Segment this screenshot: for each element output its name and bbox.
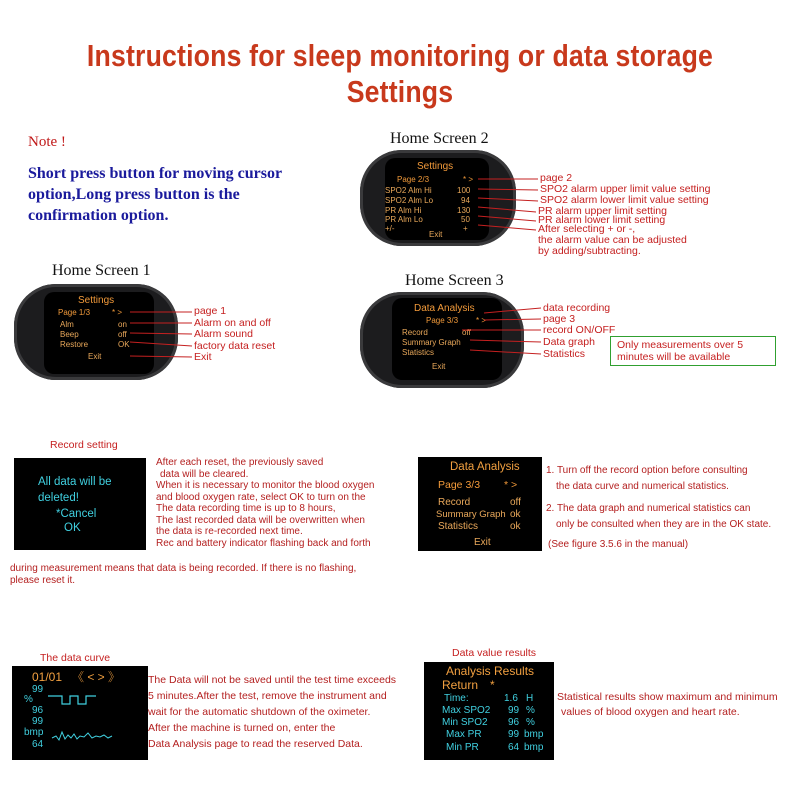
results-row-unit: % [526,717,535,728]
screen-exit: Exit [474,537,491,548]
curve-nav-icons[interactable]: 《 < > 》 [72,670,121,684]
screen-row-label: Summary Graph [402,338,461,347]
callout: Alarm on and off [194,317,271,329]
screen-row-value: 130 [457,206,471,215]
screen-row-label: Record [438,497,471,508]
home-screen-2-heading: Home Screen 2 [390,130,489,147]
page-title: Instructions for sleep monitoring or data storage Settings [86,38,714,109]
availability-note-line: Only measurements over 5 [617,339,744,351]
results-desc-line: Statistical results show maximum and minimum [557,691,778,703]
record-screen [14,458,146,550]
screen-title: Settings [78,295,115,306]
record-setting-heading: Record setting [50,439,118,451]
screen-title: Data Analysis [414,303,475,314]
screen-row-label: SPO2 Alm Hi [385,186,432,195]
analysis-screen [418,457,542,551]
screen-row-value: off [462,328,471,337]
analysis-desc-line: 1. Turn off the record option before consulting [546,465,748,476]
home-screen-1-heading: Home Screen 1 [52,262,151,279]
results-row-value: 96 [508,717,520,728]
callout: Statistics [543,348,586,360]
record-screen-line: *Cancel [56,508,97,520]
results-row-label: Min PR [446,742,479,753]
availability-note-line: minutes will be available [617,351,731,363]
analysis-desc-line: (See figure 3.5.6 in the manual) [548,539,689,550]
results-row-value: 99 [508,729,520,740]
callout: After selecting + or -, [538,223,636,235]
callout: page 2 [540,172,573,184]
screen-row-label: Statistics [438,521,479,532]
callout: page 3 [543,313,576,325]
curve-desc-line: The Data will not be saved until the test time exceeds [148,674,397,686]
screen-row-label: PR Alm Hi [385,206,422,215]
record-desc-line: When it is necessary to monitor the blood oxygen [156,480,375,491]
results-row-unit: bmp [524,742,544,753]
curve-desc-line: Data Analysis page to read the reserved Data. [148,738,363,750]
curve-desc-line: After the machine is turned on, enter the [148,722,336,734]
results-row-label: Max SPO2 [442,705,491,716]
curve-graph [12,666,148,760]
screen-page: Page 3/3 [438,479,481,491]
data-curve-description [148,672,428,752]
callout: the alarm value can be adjusted [538,234,687,246]
data-value-results-heading: Data value results [452,647,537,659]
screen-page: Page 2/3 [397,175,430,184]
curve-unit: bmp [24,727,44,738]
record-screen-line: All data will be [38,476,112,488]
record-desc-line: during measurement means that data is being recorded. If there is no flashing, [10,563,357,574]
results-row-label: Max PR [446,729,482,740]
note-line: Short press button for moving cursor [28,165,283,182]
results-row-label: Time: [444,693,469,704]
screen-arrows: * > [476,316,487,325]
curve-desc-line: 5 minutes.After the test, remove the instrument and [148,690,387,702]
results-title: Analysis Results [446,664,535,678]
screen-exit: Exit [88,352,102,361]
results-row-unit: bmp [524,729,544,740]
results-row-label: Min SPO2 [442,717,488,728]
results-cursor: * [490,678,495,692]
screen-row-label: PR Alm Lo [385,215,423,224]
results-screen [424,662,554,760]
screen-page: Page 3/3 [426,316,459,325]
curve-page: 01/01 [32,670,63,684]
results-desc-line: values of blood oxygen and heart rate. [561,706,740,718]
screen-row-label: Restore [60,340,89,349]
results-row-unit: % [526,705,535,716]
record-description-wide [10,563,430,586]
analysis-description [546,463,796,553]
screen-row-label: Statistics [402,348,435,357]
screen-row-value: 50 [461,215,470,224]
screen-row-value: ok [510,509,521,520]
screen-row-value: on [118,320,127,329]
results-row-value: 64 [508,742,520,753]
curve-unit: % [24,694,33,705]
record-desc-line: data will be cleared. [160,468,249,480]
home-screen-3-heading: Home Screen 3 [405,272,504,289]
results-return[interactable]: Return [442,678,479,692]
screen-arrows: * > [463,175,474,184]
screen-row-value: 94 [461,196,470,205]
screen-exit: Exit [429,230,443,239]
callout: factory data reset [194,340,276,352]
screen-page: Page 1/3 [58,308,91,317]
record-description [156,457,412,549]
screen-exit: Exit [432,362,446,371]
record-desc-line: the data is re-recorded next time. [156,526,303,537]
curve-desc-line: wait for the automatic shutdown of the oximeter. [148,706,371,718]
callout: by adding/subtracting. [538,245,641,257]
record-desc-line: The last recorded data will be overwritten when [156,514,365,526]
analysis-desc-line: 2. The data graph and numerical statistics can [546,503,751,514]
record-screen-line: deleted! [38,492,79,504]
screen-row-label: Record [402,328,428,337]
screen-row-value: 100 [457,186,471,195]
screen-row-label: Alm [60,320,74,329]
screen-plus: + [463,224,468,233]
record-desc-line: After each reset, the previously saved [156,457,324,468]
record-desc-line: and blood oxygen rate, select OK to turn on the [156,491,366,503]
callout: Alarm sound [194,328,253,340]
callout: PR alarm lower limit setting [538,214,666,226]
curve-value: 64 [32,739,44,750]
results-row-unit: H [526,693,534,704]
record-desc-line: The data recording time is up to 8 hours, [156,503,336,514]
record-desc-line: please reset it. [10,574,76,586]
analysis-desc-line: only be consulted when they are in the OK state. [556,519,772,530]
screen-row-value: off [510,497,521,508]
screen-row-label: Summary Graph [436,509,506,520]
data-curve-heading: The data curve [40,652,111,664]
screen-title: Data Analysis [450,461,520,473]
note-line: confirmation option. [28,207,169,224]
curve-value: 96 [32,705,44,716]
screen-plusminus: +/- [385,224,395,233]
results-description [557,690,797,720]
note-label: Note ! [28,134,66,150]
results-row-value: 1.6 [504,693,518,704]
callout: SPO2 alarm lower limit value setting [540,194,709,206]
callout: page 1 [194,305,227,317]
screen-row-label: SPO2 Alm Lo [385,196,434,205]
screen-arrows: * > [112,308,123,317]
callout: SPO2 alarm upper limit value setting [540,183,711,195]
callout: Data graph [543,336,595,348]
screen-row-value: OK [118,340,130,349]
callout: data recording [543,302,611,314]
record-desc-line: Rec and battery indicator flashing back and forth [156,537,371,549]
analysis-desc-line: the data curve and numerical statistics. [556,481,729,492]
screen-arrows: * > [504,479,518,491]
curve-value: 99 [32,684,44,695]
curve-value: 99 [32,716,44,727]
screen-row-value: ok [510,521,521,532]
callout: Exit [194,351,212,363]
screen-title: Settings [417,161,454,172]
record-screen-line: OK [64,522,81,534]
callout: PR alarm upper limit setting [538,205,667,217]
screen-row-value: off [118,330,127,339]
note-line: option,Long press button is the [28,186,240,203]
callout: record ON/OFF [543,324,616,336]
results-row-value: 99 [508,705,520,716]
screen-row-label: Beep [60,330,79,339]
data-curve-screen [12,666,148,760]
